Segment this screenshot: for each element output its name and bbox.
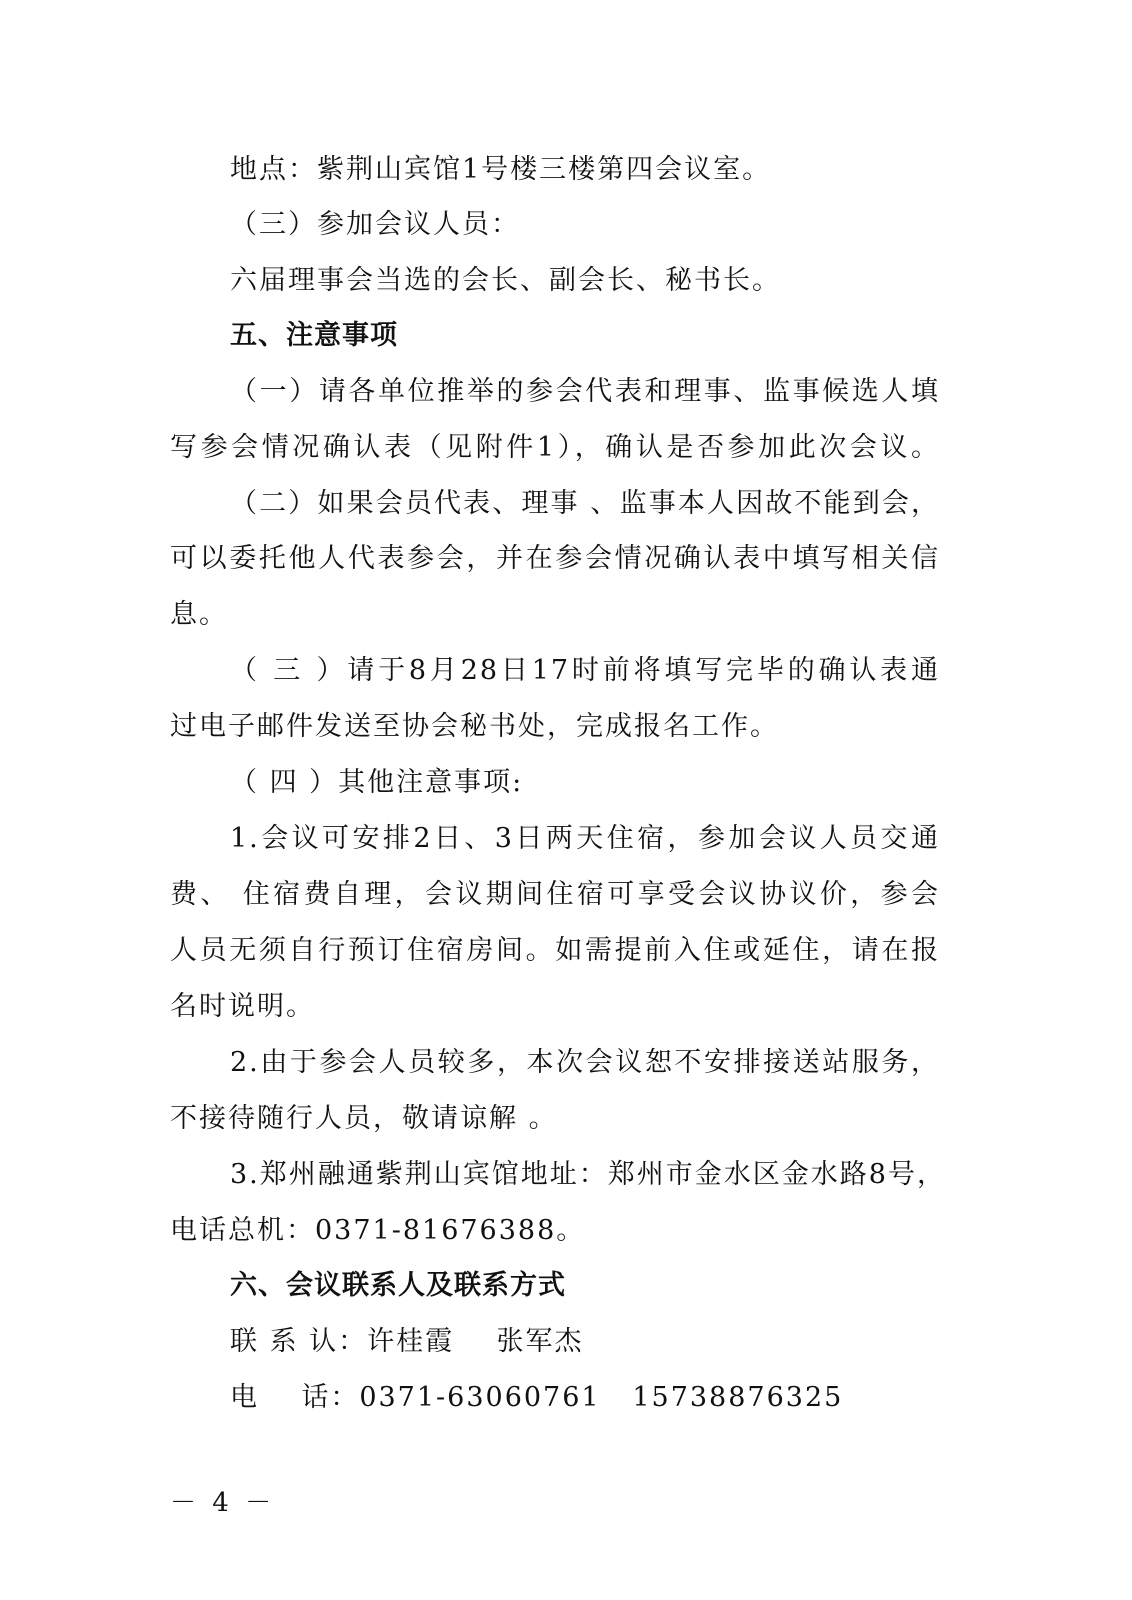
venue-line: 地点：紫荆山宾馆1号楼三楼第四会议室。 — [230, 154, 772, 185]
attendees-line: 六届理事会当选的会长、副会长、秘书长。 — [230, 265, 781, 296]
note-three-line-2: 过电子邮件发送至协会秘书处，完成报名工作。 — [170, 711, 779, 742]
note-two-line-3: 息。 — [170, 599, 228, 630]
note-four-heading: （ 四 ）其他注意事项: — [230, 767, 524, 798]
item-one-line-2: 费、 住宿费自理，会议期间住宿可享受会议协议价，参会 — [170, 879, 940, 910]
note-one-line-2: 写参会情况确认表（见附件1），确认是否参加此次会议。 — [170, 432, 940, 463]
item-one-line-4: 名时说明。 — [170, 991, 315, 1022]
item-one-line-1: 1.会议可安排2日、3日两天住宿，参加会议人员交通 — [230, 823, 940, 854]
note-one-line-1: （一）请各单位推举的参会代表和理事、监事候选人填 — [230, 376, 940, 407]
contact-phone-line: 电 话：0371-63060761 15738876325 — [230, 1382, 844, 1413]
section-five-heading: 五、注意事项 — [230, 320, 398, 351]
note-two-line-2: 可以委托他人代表参会，并在参会情况确认表中填写相关信 — [170, 543, 940, 574]
item-two-line-1: 2.由于参会人员较多，本次会议恕不安排接送站服务， — [230, 1047, 940, 1078]
section-six-heading: 六、会议联系人及联系方式 — [230, 1270, 566, 1301]
page-number: － 4 － — [170, 1488, 276, 1518]
item-one-line-3: 人员无须自行预订住宿房间。如需提前入住或延住，请在报 — [170, 935, 940, 966]
item-three-line-2: 电话总机：0371-81676388。 — [170, 1215, 586, 1246]
item-two-line-2: 不接待随行人员，敬请谅解 。 — [170, 1103, 558, 1134]
contact-persons-line: 联 系 认：许桂霞 张军杰 — [230, 1326, 584, 1357]
note-two-line-1: （二）如果会员代表、理事 、监事本人因故不能到会， — [230, 488, 940, 519]
note-three-line-1: （ 三 ）请于8月28日17时前将填写完毕的确认表通 — [230, 655, 940, 686]
attendees-heading: （三）参加会议人员： — [230, 209, 520, 240]
item-three-line-1: 3.郑州融通紫荆山宾馆地址：郑州市金水区金水路8号， — [230, 1159, 946, 1190]
